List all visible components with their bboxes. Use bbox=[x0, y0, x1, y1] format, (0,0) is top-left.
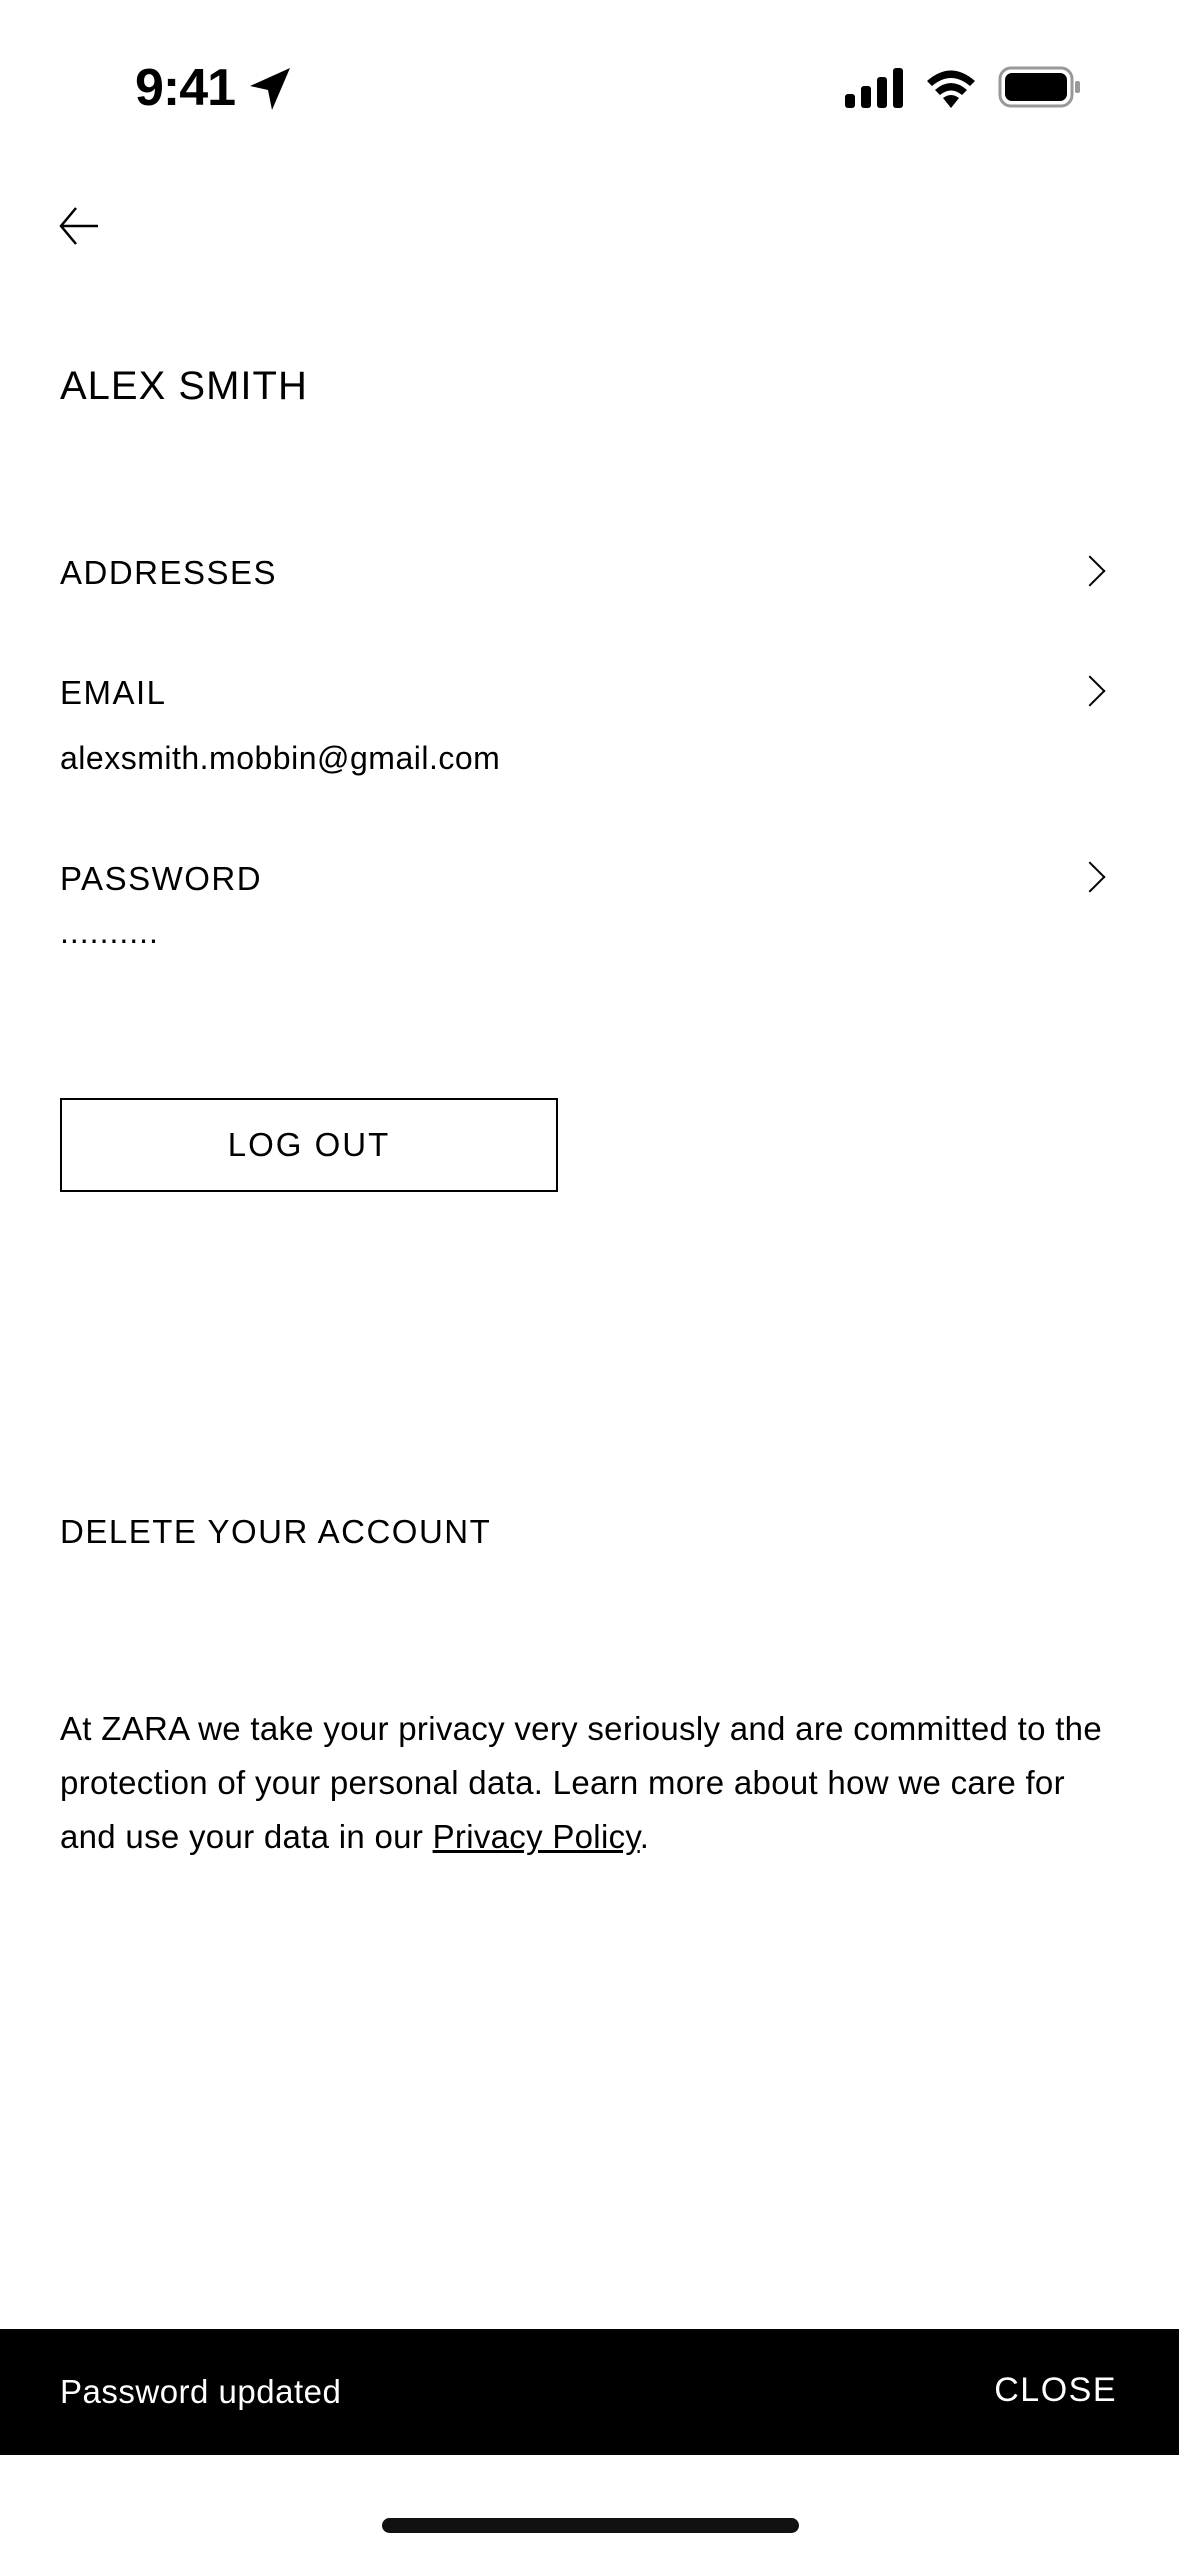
toast-notification bbox=[0, 2329, 1179, 2455]
password-label: PASSWORD bbox=[60, 860, 263, 897]
signal-icon bbox=[845, 68, 907, 108]
email-row[interactable] bbox=[0, 660, 1179, 785]
back-arrow-icon[interactable] bbox=[58, 205, 100, 247]
toast-close-button[interactable]: CLOSE bbox=[994, 2371, 1117, 2409]
chevron-right-icon bbox=[1074, 555, 1105, 586]
status-time: 9:41 bbox=[135, 59, 236, 117]
battery-icon bbox=[998, 66, 1082, 108]
chevron-right-icon bbox=[1074, 861, 1105, 892]
privacy-end: . bbox=[639, 1818, 650, 1855]
privacy-text bbox=[60, 1702, 1130, 1864]
profile-name: ALEX SMITH bbox=[60, 364, 308, 408]
home-indicator[interactable] bbox=[382, 2518, 799, 2533]
logout-button[interactable]: LOG OUT bbox=[60, 1098, 558, 1192]
addresses-row[interactable] bbox=[0, 540, 1179, 610]
delete-account-link[interactable]: DELETE YOUR ACCOUNT bbox=[60, 1513, 492, 1550]
location-arrow-icon bbox=[248, 66, 292, 112]
chevron-right-icon bbox=[1074, 675, 1105, 706]
addresses-label: ADDRESSES bbox=[60, 554, 278, 591]
email-value: alexsmith.mobbin@gmail.com bbox=[60, 740, 501, 776]
password-row[interactable] bbox=[0, 846, 1179, 956]
password-value: .......... bbox=[60, 914, 159, 950]
email-label: EMAIL bbox=[60, 674, 167, 711]
privacy-body: At ZARA we take your privacy very seriously and are committed to the protection of your personal data. Learn more about how we care for and use your data in our bbox=[60, 1710, 1102, 1855]
toast-message: Password updated bbox=[60, 2373, 342, 2410]
wifi-icon bbox=[925, 66, 977, 108]
privacy-policy-link[interactable]: Privacy Policy bbox=[432, 1818, 640, 1855]
